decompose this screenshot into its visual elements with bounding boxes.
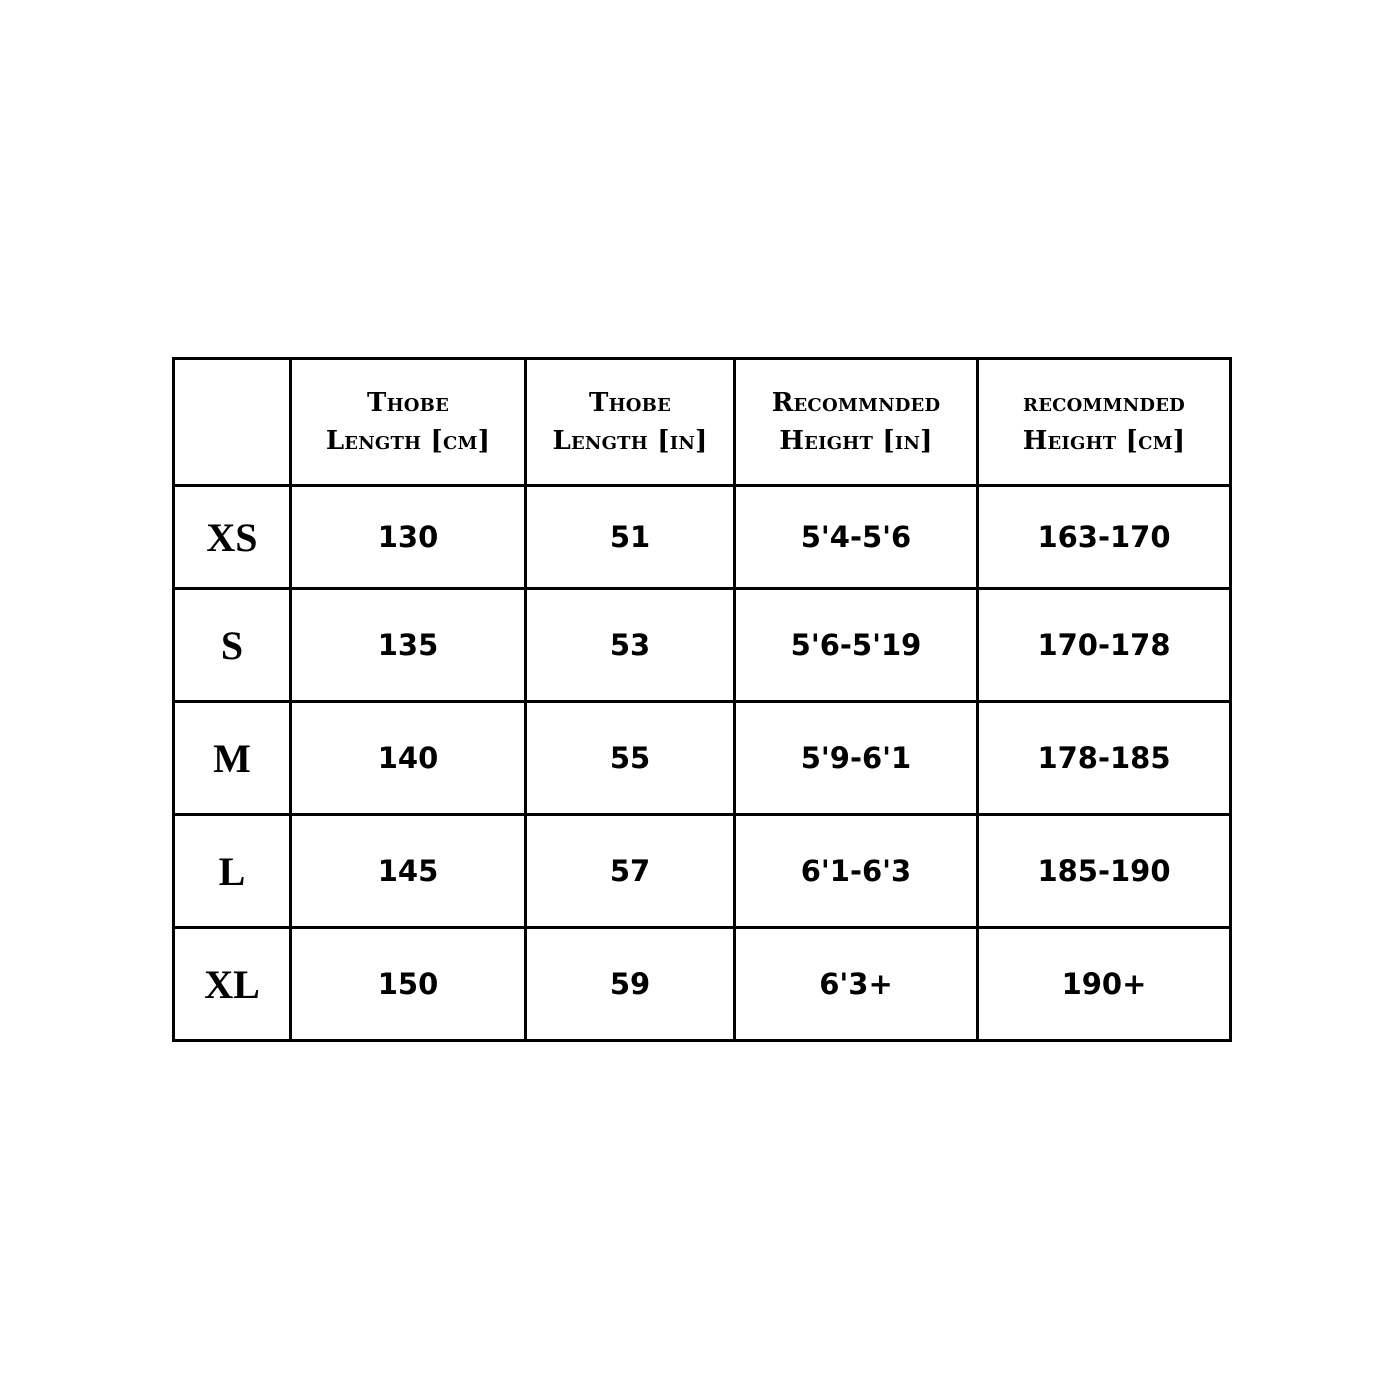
length-in-cell: 55 xyxy=(526,702,735,815)
table-row xyxy=(174,702,1231,815)
length-in-cell: 53 xyxy=(526,589,735,702)
size-cell: L xyxy=(174,815,291,928)
header-cell-height-in xyxy=(735,359,978,486)
size-chart-table xyxy=(172,357,1232,1042)
header-line: Recommnded xyxy=(771,388,941,418)
length-in-cell: 51 xyxy=(526,486,735,589)
header-cell-thobe-length-cm xyxy=(291,359,526,486)
length-in-cell: 59 xyxy=(526,928,735,1041)
header-line: recommnded xyxy=(1023,388,1185,418)
size-cell: XS xyxy=(174,486,291,589)
height-cm-cell: 185-190 xyxy=(978,815,1231,928)
length-in-cell: 57 xyxy=(526,815,735,928)
table-row xyxy=(174,815,1231,928)
header-line: Height [cm] xyxy=(1022,426,1186,456)
size-cell: M xyxy=(174,702,291,815)
size-cell: S xyxy=(174,589,291,702)
header-cell-height-cm xyxy=(978,359,1231,486)
table-row xyxy=(174,928,1231,1041)
height-cm-cell: 170-178 xyxy=(978,589,1231,702)
height-in-cell: 5'9-6'1 xyxy=(735,702,978,815)
header-cell-size xyxy=(174,359,291,486)
height-in-cell: 5'4-5'6 xyxy=(735,486,978,589)
header-line: Length [cm] xyxy=(325,426,491,456)
height-in-cell: 6'1-6'3 xyxy=(735,815,978,928)
table-row xyxy=(174,589,1231,702)
height-cm-cell: 178-185 xyxy=(978,702,1231,815)
length-cm-cell: 130 xyxy=(291,486,526,589)
header-cell-thobe-length-in xyxy=(526,359,735,486)
table-row xyxy=(174,486,1231,589)
size-cell: XL xyxy=(174,928,291,1041)
header-line: Thobe xyxy=(589,388,671,418)
height-in-cell: 5'6-5'19 xyxy=(735,589,978,702)
height-cm-cell: 163-170 xyxy=(978,486,1231,589)
length-cm-cell: 150 xyxy=(291,928,526,1041)
header-line: Length [in] xyxy=(552,426,708,456)
height-cm-cell: 190+ xyxy=(978,928,1231,1041)
header-line: Height [in] xyxy=(779,426,933,456)
length-cm-cell: 135 xyxy=(291,589,526,702)
header-line: Thobe xyxy=(367,388,449,418)
length-cm-cell: 145 xyxy=(291,815,526,928)
table-header-row xyxy=(174,359,1231,486)
height-in-cell: 6'3+ xyxy=(735,928,978,1041)
length-cm-cell: 140 xyxy=(291,702,526,815)
